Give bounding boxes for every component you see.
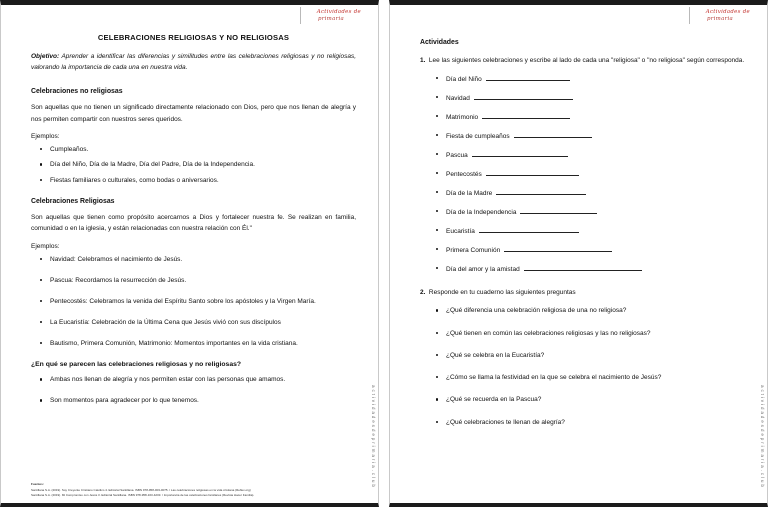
exercise-1-text: Lee las siguientes celebraciones y escribe al lado de cada una "religiosa" o "no religiosa" según corresponda.: [428, 57, 745, 64]
list-item: ¿Qué diferencia una celebración religiosa de una no religiosa?: [446, 306, 745, 316]
blank-label: Eucaristía: [446, 228, 475, 236]
blank-label: Día del amor y la amistad: [446, 266, 520, 274]
list-item: [446, 245, 745, 254]
page-right-content: [390, 5, 767, 503]
brand-line-2: primaria: [707, 15, 733, 22]
blank-label: Matrimonio: [446, 114, 479, 122]
examples-list-non-religious: [31, 145, 356, 187]
blank-line[interactable]: [479, 226, 579, 233]
heading-similarities: ¿En qué se parecen las celebraciones religiosas y no religiosas?: [31, 361, 242, 369]
list-item: Bautismo, Primera Comunión, Matrimonio: Momentos importantes en la vida cristiana.: [50, 339, 356, 350]
list-item: [446, 93, 745, 102]
examples-label-non-religious: Ejemplos:: [31, 132, 60, 140]
blank-line[interactable]: [472, 150, 568, 157]
list-item: [446, 264, 745, 273]
list-item: ¿Cómo se llama la festividad en la que se celebra el nacimiento de Jesús?: [446, 373, 745, 383]
list-item: [446, 207, 745, 216]
blank-label: Pascua: [446, 152, 468, 160]
brand-line-2: primaria: [318, 15, 344, 22]
page-title: CELEBRACIONES RELIGIOSAS Y NO RELIGIOSAS: [97, 33, 290, 42]
watermark-left: actividadesdeprimaria.club: [371, 385, 376, 489]
exercise-2-block: [420, 287, 745, 427]
blank-label: Día de la Madre: [446, 190, 493, 198]
list-item: [446, 169, 745, 178]
blank-line[interactable]: [514, 131, 592, 138]
paragraph-non-religious: Son aquellas que no tienen un significado directamente relacionado con Dios, pero que nos llenan de alegría y nos permiten compartir con nuestros seres queridos.: [31, 104, 356, 123]
blank-label: Primera Comunión: [446, 247, 501, 255]
objective-text: Aprender a identificar las diferencias y similitudes entre las celebraciones religiosas y no religiosas, valorando la importancia de cada una en nuestra vida.: [31, 53, 356, 72]
sources-footer: [31, 482, 344, 499]
blank-line[interactable]: [474, 93, 573, 100]
list-item: [446, 188, 745, 197]
list-item: [446, 131, 745, 140]
examples-label-religious: Ejemplos:: [31, 242, 60, 250]
blank-label: Pentecostés: [446, 171, 482, 179]
exercise-2-text: Responde en tu cuaderno las siguientes preguntas: [428, 289, 576, 297]
page-left: [0, 0, 379, 507]
list-item: Día del Niño, Día de la Madre, Día del Padre, Día de la Independencia.: [50, 160, 356, 171]
page-right: [389, 0, 768, 507]
list-item: Fiestas familiares o culturales, como bodas o aniversarios.: [50, 176, 356, 187]
list-item: Pentecostés: Celebramos la venida del Espíritu Santo sobre los apóstoles y la Virgen María.: [50, 297, 356, 308]
brand-divider: [300, 7, 362, 24]
list-item: Ambas nos llenan de alegría y nos permiten estar con las personas que amamos.: [50, 375, 356, 386]
list-item: [446, 226, 745, 235]
examples-list-religious: [31, 255, 356, 350]
brand-logo: [689, 9, 751, 23]
blank-line[interactable]: [486, 74, 570, 81]
sources-line: Santillana S.A. (2019). Soy Creyente Cristiano Católico 4. Editorial Santillana. ISBN 978-958-003-0075. / Las celebraciones religiosas en la vida cristiana (Reflex.org): [31, 487, 251, 492]
exercise-2-number: 2.: [420, 289, 426, 297]
list-item: Cumpleaños.: [50, 145, 356, 156]
brand-line-1: Actividades de: [705, 9, 750, 15]
questions-list: [420, 306, 745, 427]
similarities-list: [31, 375, 356, 407]
activities-heading: Actividades: [420, 39, 459, 46]
list-item: [446, 150, 745, 159]
blank-label: Día del Niño: [446, 76, 482, 84]
blank-line[interactable]: [520, 207, 597, 214]
heading-non-religious: Celebraciones no religiosas: [31, 88, 123, 96]
brand-line-1: Actividades de: [316, 9, 361, 15]
blank-line[interactable]: [486, 169, 579, 176]
blank-line[interactable]: [482, 112, 570, 119]
list-item: La Eucaristía: Celebración de la Última Cena que Jesús vivió con sus discípulos: [50, 318, 356, 329]
list-item: Son momentos para agradecer por lo que tenemos.: [50, 396, 356, 407]
brand-divider: [689, 7, 751, 24]
exercise-2-instruction: [420, 287, 745, 298]
objective-paragraph: [31, 51, 356, 73]
blank-line[interactable]: [504, 245, 612, 252]
blank-label: Día de la Independencia: [446, 209, 517, 217]
brand-logo: [300, 9, 362, 23]
list-item: ¿Qué se recuerda en la Pascua?: [446, 395, 745, 405]
exercise-1-instruction: [420, 55, 745, 66]
page-left-content: [1, 5, 378, 503]
blank-label: Navidad: [446, 95, 470, 103]
blank-line[interactable]: [524, 264, 642, 271]
list-item: Pascua: Recordamos la resurrección de Jesús.: [50, 276, 356, 287]
list-item: ¿Qué se celebra en la Eucaristía?: [446, 351, 745, 361]
list-item: [446, 112, 745, 121]
sources-title: Fuentes:: [31, 482, 44, 487]
objective-label: Objetivo:: [31, 53, 60, 60]
fill-in-blank-list: [420, 74, 745, 273]
list-item: ¿Qué tienen en común las celebraciones religiosas y las no religiosas?: [446, 329, 745, 339]
exercise-1-number: 1.: [420, 57, 426, 64]
sources-line: Santillana S.A. (2019). Mi Compromiso con Jesús 3. Editorial Santillana. ISBN 978-958-163-4203. / Importancia de las celebraciones familiares (Revista Hacer Familia).: [31, 493, 255, 498]
heading-religious: Celebraciones Religiosas: [31, 198, 115, 206]
list-item: Navidad: Celebramos el nacimiento de Jesús.: [50, 255, 356, 266]
paragraph-religious: Son aquellas que tienen como propósito acercarnos a Dios y fortalecer nuestra fe. Se realizan en familia, comunidad o en la iglesia, y están relacionadas con nuestra relación con Él.": [31, 214, 356, 233]
blank-line[interactable]: [496, 188, 586, 195]
blank-label: Fiesta de cumpleaños: [446, 133, 510, 141]
watermark-right: actividadesdeprimaria.club: [760, 385, 765, 489]
list-item: ¿Qué celebraciones te llenan de alegría?: [446, 418, 745, 428]
list-item: [446, 74, 745, 83]
